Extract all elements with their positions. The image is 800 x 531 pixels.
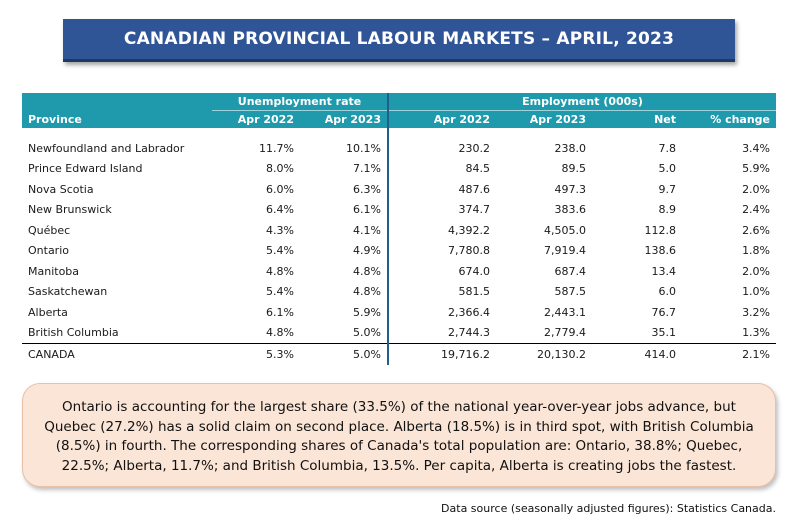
column-header-emp-2023: Apr 2023 <box>496 111 592 129</box>
cell: 4.3% <box>266 223 294 237</box>
cell: 1.3% <box>742 326 771 340</box>
cell: 5.4% <box>266 285 294 299</box>
cell: 35.1 <box>651 326 676 340</box>
cell: 587.5 <box>554 285 586 299</box>
cell: 497.3 <box>554 182 586 196</box>
cell: 4.9% <box>353 244 381 258</box>
province-name: Nova Scotia <box>28 182 94 196</box>
table-row <box>22 220 776 241</box>
cell: 138.6 <box>644 244 676 258</box>
cell: 7.8 <box>658 141 676 155</box>
table-row <box>22 261 776 282</box>
cell: 6.4% <box>266 203 294 217</box>
column-header-unemp-2023: Apr 2023 <box>300 111 388 129</box>
province-name: Québec <box>28 223 71 237</box>
cell: 2,779.4 <box>544 326 586 340</box>
province-name: Ontario <box>28 244 69 258</box>
cell: 112.8 <box>644 223 676 237</box>
province-name: Newfoundland and Labrador <box>28 141 185 155</box>
cell: 674.0 <box>388 261 496 282</box>
cell: 4.1% <box>353 223 381 237</box>
cell: 4.8% <box>353 264 381 278</box>
cell: 5.0 <box>658 162 676 176</box>
unemployment-group-header: Unemployment rate <box>212 93 388 111</box>
column-header-emp-2022: Apr 2022 <box>388 111 496 129</box>
cell: 5.0% <box>353 326 381 340</box>
table-row <box>22 138 776 159</box>
cell: 7,919.4 <box>544 244 586 258</box>
province-name: Saskatchewan <box>28 285 108 299</box>
cell: 4.8% <box>266 326 294 340</box>
total-cell: 19,716.2 <box>388 344 496 365</box>
total-label: CANADA <box>22 344 212 365</box>
total-cell: 20,130.2 <box>496 344 592 365</box>
cell: 9.7 <box>658 182 676 196</box>
cell: 2,744.3 <box>388 323 496 344</box>
cell: 76.7 <box>651 305 676 319</box>
cell: 2.6% <box>742 223 771 237</box>
cell: 89.5 <box>561 162 586 176</box>
cell: 10.1% <box>346 141 381 155</box>
cell: 6.3% <box>353 182 381 196</box>
cell: 4.8% <box>353 285 381 299</box>
cell: 8.9 <box>658 203 676 217</box>
total-cell: 5.0% <box>300 344 388 365</box>
cell: 8.0% <box>266 162 294 176</box>
cell: 383.6 <box>554 203 586 217</box>
cell: 2.4% <box>742 203 771 217</box>
spacer-row <box>22 128 776 138</box>
data-source-note: Data source (seasonally adjusted figures): Statistics Canada. <box>441 502 776 515</box>
cell: 6.0 <box>658 285 676 299</box>
cell: 6.0% <box>266 182 294 196</box>
table-row <box>22 302 776 323</box>
cell: 374.7 <box>388 200 496 221</box>
cell: 11.7% <box>259 141 294 155</box>
cell: 687.4 <box>554 264 586 278</box>
group-header-blank <box>22 93 212 111</box>
employment-group-header: Employment (000s) <box>388 93 776 111</box>
cell: 7.1% <box>353 162 381 176</box>
column-header-row <box>22 111 776 129</box>
cell: 2,443.1 <box>544 305 586 319</box>
total-cell: 2.1% <box>682 344 776 365</box>
province-name: Prince Edward Island <box>28 162 143 176</box>
cell: 4.8% <box>266 264 294 278</box>
cell: 6.1% <box>266 305 294 319</box>
cell: 2,366.4 <box>388 302 496 323</box>
table-row <box>22 200 776 221</box>
cell: 3.4% <box>742 141 771 155</box>
cell: 487.6 <box>388 179 496 200</box>
column-header-unemp-2022: Apr 2022 <box>212 111 300 129</box>
province-name: Manitoba <box>28 264 80 278</box>
cell: 5.9% <box>742 162 771 176</box>
cell: 5.9% <box>353 305 381 319</box>
group-header-row <box>22 93 776 111</box>
table-row <box>22 323 776 344</box>
table-row <box>22 159 776 180</box>
total-cell: 414.0 <box>592 344 682 365</box>
cell: 5.4% <box>266 244 294 258</box>
cell: 581.5 <box>388 282 496 303</box>
cell: 3.2% <box>742 305 771 319</box>
cell: 1.8% <box>742 244 771 258</box>
table-row <box>22 179 776 200</box>
table-row <box>22 241 776 262</box>
column-header-province: Province <box>22 111 212 129</box>
column-header-net: Net <box>592 111 682 129</box>
cell: 2.0% <box>742 182 771 196</box>
cell: 7,780.8 <box>388 241 496 262</box>
cell: 230.2 <box>388 138 496 159</box>
cell: 84.5 <box>388 159 496 180</box>
page-title: CANADIAN PROVINCIAL LABOUR MARKETS – APRIL, 2023 <box>63 19 735 62</box>
total-row <box>22 344 776 365</box>
total-cell: 5.3% <box>212 344 300 365</box>
province-name: Alberta <box>28 305 68 319</box>
cell: 238.0 <box>554 141 586 155</box>
cell: 1.0% <box>742 285 771 299</box>
cell: 6.1% <box>353 203 381 217</box>
province-name: British Columbia <box>28 326 119 340</box>
labour-market-table <box>22 93 776 365</box>
column-header-pct-change: % change <box>682 111 776 129</box>
commentary-box: Ontario is accounting for the largest share (33.5%) of the national year-over-year jobs advance, but Quebec (27.2%) has a solid claim on second place. Alberta (18.5%) is in third spot, with British Columbia (8.5%) in fourth. The corresponding shares of Canada's total population are: Ontario, 38.8%; Quebec, 22.5%; Alberta, 11.7%; and British Columbia, 13.5%. Per capita, Alberta is creating jobs the fastest. <box>22 383 776 487</box>
province-name: New Brunswick <box>28 203 112 217</box>
table-row <box>22 282 776 303</box>
labour-market-table-container <box>22 93 776 365</box>
cell: 4,392.2 <box>388 220 496 241</box>
cell: 4,505.0 <box>544 223 586 237</box>
cell: 13.4 <box>651 264 676 278</box>
cell: 2.0% <box>742 264 771 278</box>
